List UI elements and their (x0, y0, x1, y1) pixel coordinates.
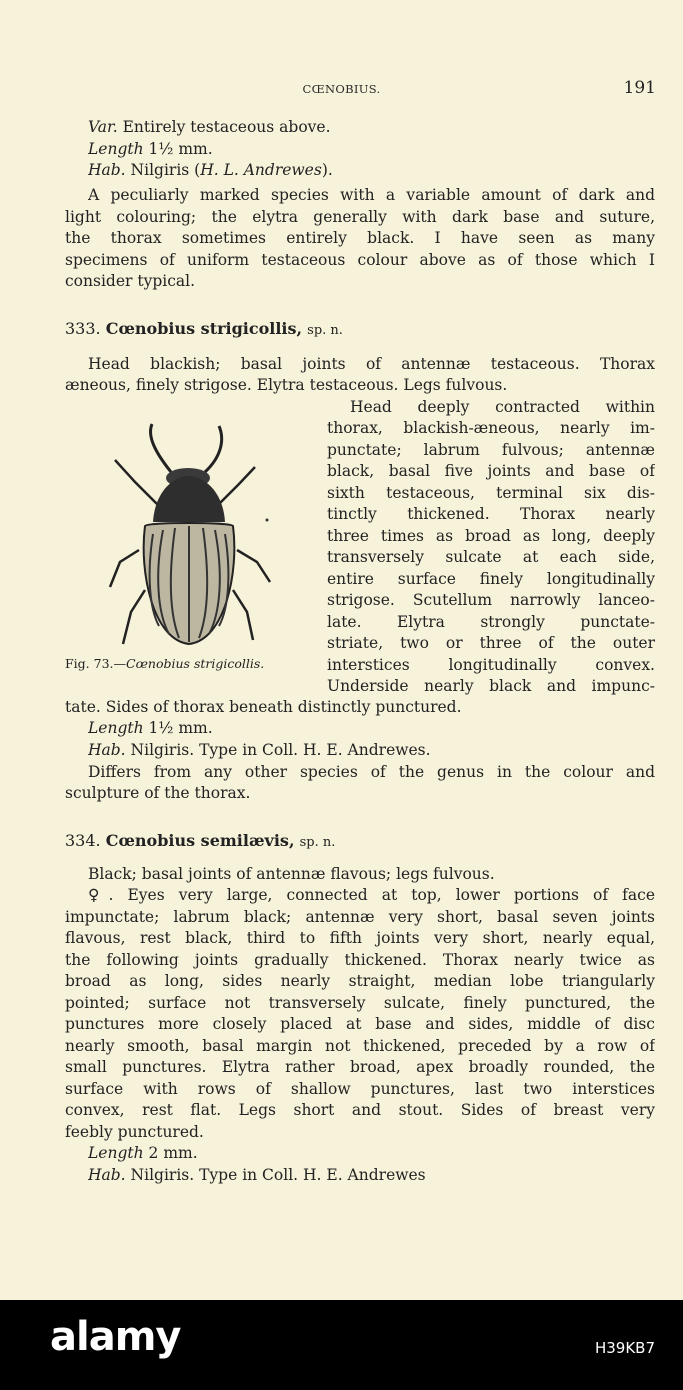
species-334-length-value: 2 mm. (148, 1144, 198, 1162)
hab-line: Hab. Nilgiris (H. L. Andrewes). (88, 161, 333, 179)
wrap-line-10: strigose. Scutellum narrowly lanceo- (327, 591, 655, 609)
species-333-hab-line (88, 740, 655, 761)
species-333-suffix: sp. n. (307, 323, 343, 338)
page-number: 191 (623, 78, 656, 98)
species-333-diagnosis-2: æneous, finely strigose. Elytra testaceous. Legs fulvous. (65, 376, 508, 394)
wrap-line-5: sixth testaceous, terminal six dis- (327, 484, 655, 502)
hab-label: Hab. (88, 161, 126, 179)
species-333-length-value: 1½ mm. (148, 719, 213, 737)
species-334-suffix: sp. n. (299, 835, 336, 850)
species-334-desc-2: impunctate; labrum black; antennæ very short, basal seven joints (65, 908, 655, 926)
var-label: Var. (88, 118, 118, 136)
species-333-diagnosis-1: Head blackish; basal joints of antennæ testaceous. Thorax (88, 355, 655, 373)
species-334-desc-3: flavous, rest black, third to fifth joints very short, nearly equal, (65, 929, 655, 947)
length-line (88, 139, 655, 160)
wrap-line-13: interstices longitudinally convex. (327, 656, 655, 674)
species-334-number: 334. (65, 831, 101, 850)
hab-collector: H. L. Andrewes (200, 161, 322, 179)
wrap-line-7: three times as broad as long, deeply (327, 527, 655, 545)
species-334-desc-12: feebly punctured. (65, 1123, 204, 1141)
species-334-desc-7: punctures more closely placed at base and sides, middle of disc (65, 1015, 655, 1033)
intro-line-2: light colouring; the elytra generally with dark base and suture, (65, 208, 655, 226)
female-symbol: ♀. (88, 886, 114, 904)
species-334-desc-8: nearly smooth, basal margin not thickened, preceded by a row of (65, 1037, 655, 1055)
species-334-length-line (88, 1143, 655, 1164)
wrap-line-12: striate, two or three of the outer (327, 634, 655, 652)
species-334-desc-5: broad as long, sides nearly straight, median lobe triangularly (65, 972, 655, 990)
species-334-hab-text: Nilgiris. Type in Coll. H. E. Andrewes (130, 1166, 426, 1184)
species-333-differs-2: sculpture of the thorax. (65, 784, 251, 802)
figure-caption-prefix: Fig. 73.— (65, 656, 126, 671)
species-333-length-line (88, 718, 655, 739)
image-code: H39KB7 (594, 1339, 655, 1357)
var-line (88, 117, 655, 138)
wrap-line-11: late. Elytra strongly punctate- (327, 613, 655, 631)
wrap-line-14: Underside nearly black and impunc- (327, 677, 655, 695)
species-333-hab-text: Nilgiris. Type in Coll. H. E. Andrewes. (130, 741, 431, 759)
species-334-desc-1 (88, 885, 655, 906)
species-334-desc-6: pointed; surface not transversely sulcate, finely punctured, the (65, 994, 655, 1012)
wrap-line-4: black, basal five joints and base of (327, 462, 655, 480)
wrap-line-9: entire surface finely longitudinally (327, 570, 655, 588)
wrap-line-3: punctate; labrum fulvous; antennæ (327, 441, 655, 459)
species-334-heading (65, 830, 655, 851)
var-text: Entirely testaceous above. (122, 118, 331, 136)
running-header (0, 78, 683, 100)
species-333-length-label: Length (88, 719, 144, 737)
intro-line-5: consider typical. (65, 272, 196, 290)
beetle-figure (95, 412, 285, 657)
length-label: Length (88, 140, 144, 158)
intro-line-3: the thorax sometimes entirely black. I have seen as many (65, 229, 655, 247)
hab-place: Nilgiris (130, 161, 190, 179)
species-333-continued: tate. Sides of thorax beneath distinctly punctured. (65, 698, 462, 716)
beetle-illustration (95, 412, 285, 657)
length-value: 1½ mm. (148, 140, 213, 158)
wrap-line-6: tinctly thickened. Thorax nearly (327, 505, 655, 523)
species-334-desc-11: convex, rest flat. Legs short and stout. Sides of breast very (65, 1101, 655, 1119)
figure-caption-name: Cœnobius strigicollis. (126, 656, 265, 671)
wrap-line-8: transversely sulcate at each side, (327, 548, 655, 566)
alamy-logo[interactable]: alamy (50, 1314, 181, 1360)
species-333-heading (65, 318, 655, 339)
figure-caption (65, 656, 315, 672)
species-333-name: Cœnobius strigicollis, (105, 319, 303, 338)
intro-line-1: A peculiarly marked species with a variable amount of dark and (88, 186, 655, 204)
species-333-differs-1: Differs from any other species of the genus in the colour and (88, 763, 655, 781)
intro-line-4: specimens of uniform testaceous colour above as of those which I (65, 251, 655, 269)
species-334-diagnosis: Black; basal joints of antennæ flavous; legs fulvous. (88, 865, 495, 883)
species-333-number: 333. (65, 319, 101, 338)
species-334-desc-1-text: Eyes very large, connected at top, lower portions of face (127, 886, 655, 904)
species-334-desc-10: surface with rows of shallow punctures, last two interstices (65, 1080, 655, 1098)
wrap-line-2: thorax, blackish-æneous, nearly im- (327, 419, 655, 437)
wrap-line-1: Head deeply contracted within (350, 398, 655, 416)
watermark-bar (0, 1300, 683, 1390)
species-334-desc-9: small punctures. Elytra rather broad, apex broadly rounded, the (65, 1058, 655, 1076)
species-334-desc-4: the following joints gradually thickened. Thorax nearly twice as (65, 951, 655, 969)
running-title: CŒNOBIUS. (302, 82, 381, 96)
species-334-hab-line (88, 1165, 655, 1186)
species-334-hab-label: Hab. (88, 1166, 126, 1184)
species-333-hab-label: Hab. (88, 741, 126, 759)
species-334-length-label: Length (88, 1144, 144, 1162)
species-334-name: Cœnobius semilævis, (105, 831, 295, 850)
